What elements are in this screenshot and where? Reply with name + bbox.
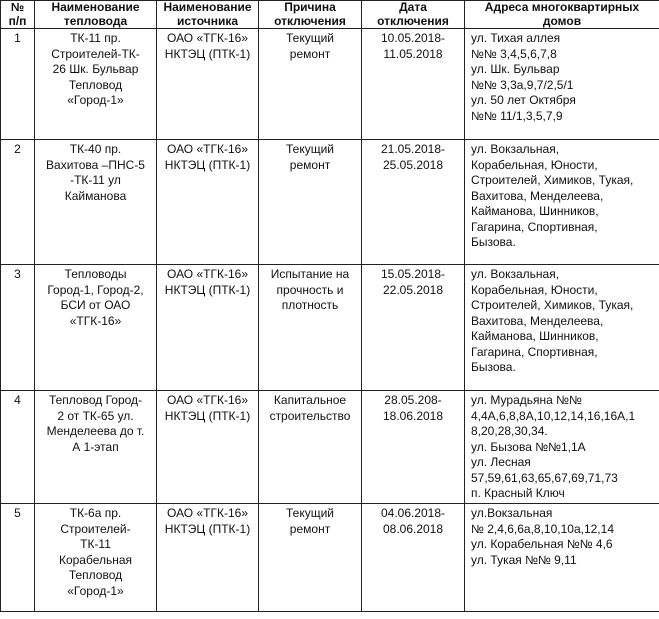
table-row: [1, 29, 659, 140]
cell-source: ОАО «ТГК-16» НКТЭЦ (ПТК-1): [157, 29, 259, 140]
header-source: Наименование источника: [157, 1, 259, 29]
cell-source: ОАО «ТГК-16» НКТЭЦ (ПТК-1): [157, 140, 259, 265]
cell-addresses: ул.Вокзальная № 2,4,6,6а,8,10,10а,12,14 ул. Корабельная №№ 4,6 ул. Тукая №№ 9,11: [465, 504, 659, 612]
cell-dates: 28.05.208- 18.06.2018: [362, 391, 465, 504]
header-dates: Дата отключения: [362, 1, 465, 29]
cell-addresses: ул. Вокзальная, Корабельная, Юности, Строителей, Химиков, Тукая, Вахитова, Менделеева, Кайманова, Шинников, Гагарина, Спортивная, Бызова.: [465, 140, 659, 265]
cell-dates: 04.06.2018- 08.06.2018: [362, 504, 465, 612]
cell-number: 1: [1, 29, 35, 140]
cell-source: ОАО «ТГК-16» НКТЭЦ (ПТК-1): [157, 391, 259, 504]
cell-dates: 15.05.2018- 22.05.2018: [362, 265, 465, 391]
cell-reason: Текущий ремонт: [259, 29, 362, 140]
header-reason: Причина отключения: [259, 1, 362, 29]
cell-heating-line: Тепловод Город- 2 от ТК-65 ул. Менделеева до т. А 1-этап: [35, 391, 157, 504]
cell-reason: Капитальное строительство: [259, 391, 362, 504]
cell-source: ОАО «ТГК-16» НКТЭЦ (ПТК-1): [157, 504, 259, 612]
table-row: [1, 504, 659, 612]
header-addresses: Адреса многоквартирных домов: [465, 1, 659, 29]
cell-addresses: ул. Вокзальная, Корабельная, Юности, Строителей, Химиков, Тукая, Вахитова, Менделеева, Кайманова, Шинников, Гагарина, Спортивная, Бызова.: [465, 265, 659, 391]
cell-number: 2: [1, 140, 35, 265]
cell-reason: Испытание на прочность и плотность: [259, 265, 362, 391]
cell-reason: Текущий ремонт: [259, 504, 362, 612]
cell-heating-line: ТК-40 пр. Вахитова –ПНС-5 -ТК-11 ул Кайманова: [35, 140, 157, 265]
table-row: [1, 265, 659, 391]
cell-number: 5: [1, 504, 35, 612]
cell-heating-line: Тепловоды Город-1, Город-2, БСИ от ОАО «ТГК-16»: [35, 265, 157, 391]
cell-reason: Текущий ремонт: [259, 140, 362, 265]
cell-dates: 21.05.2018- 25.05.2018: [362, 140, 465, 265]
cell-addresses: ул. Тихая аллея №№ 3,4,5,6,7,8 ул. Шк. Бульвар №№ 3,3а,9,7/2,5/1 ул. 50 лет Октября №№ 11/1,3,5,7,9: [465, 29, 659, 140]
cell-heating-line: ТК-6а пр. Строителей- ТК-11 Корабельная Тепловод «Город-1»: [35, 504, 157, 612]
cell-number: 3: [1, 265, 35, 391]
cell-source: ОАО «ТГК-16» НКТЭЦ (ПТК-1): [157, 265, 259, 391]
cell-heating-line: ТК-11 пр. Строителей-ТК- 26 Шк. Бульвар Тепловод «Город-1»: [35, 29, 157, 140]
cell-dates: 10.05.2018- 11.05.2018: [362, 29, 465, 140]
header-heating-line: Наименование тепловода: [35, 1, 157, 29]
header-row: [1, 1, 659, 29]
table-row: [1, 140, 659, 265]
header-number: № п/п: [1, 1, 35, 29]
cell-number: 4: [1, 391, 35, 504]
cell-addresses: ул. Мурадьяна №№ 4,4А,6,8,8А,10,12,14,16,16А,1 8,20,28,30,34. ул. Бызова №№1,1А ул. Лесная 57,59,61,63,65,67,69,71,73 п. Красный Ключ: [465, 391, 659, 504]
table-row: [1, 391, 659, 504]
